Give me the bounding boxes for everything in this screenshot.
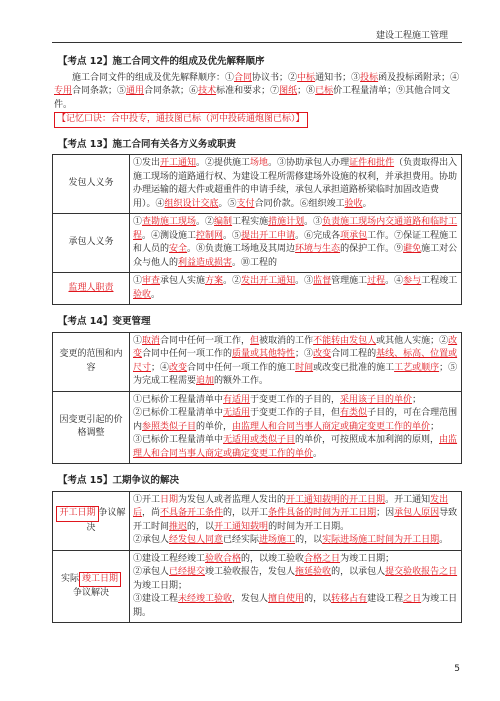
row-label: 开工日期 争议解决: [53, 491, 130, 550]
row-content: ①取消合同中任何一项工作，但被取消的工作不能转由发包人或其他人实施；②改变合同中任何一项工作的质量或其他特性；③改变合同工程的基线、标高、位置或尺寸；④改变合同中任何一项工作的施工时间或改变已批准的施工工艺或顺序；⑤为完成工程需要追加的额外工作。: [130, 332, 462, 391]
row-content: ①建设工程经竣工验收合格的，以竣工验收合格之日为竣工日期； ②承包人已经提交竣工验收报告，发包人拖延验收的，以承包人提交验收报告之日为竣工日期； ③建设工程未经竣工验收，发包人擅自使用的，以转移占有建设工程之日为竣工日期。: [130, 550, 462, 623]
row-content: ①审查承包人实施方案。②发出开工通知。③监督管理施工过程。④参与工程竣工验收。: [130, 273, 462, 305]
section-12-title: 【考点 12】施工合同文件的组成及优先解释顺序: [58, 56, 265, 67]
row-content: ①查勘施工现场。②编制工程实施措施计划。③负责施工现场内交通道路和临时工程。④测设施工控制网。⑤提出开工申请。⑥完成各项承包工作。⑦保证工程施工和人员的安全。⑧负责施工场地及其周边环境与生态的保护工作。⑨避免施工对公众与他人的利益造成损害。⑩工程的: [130, 214, 462, 273]
running-header: 建设工程施工管理: [375, 31, 448, 41]
section-14-table: [52, 332, 462, 465]
table-row: [53, 391, 462, 464]
table-row: [53, 550, 462, 623]
row-label: 因变更引起的价格调整: [53, 391, 130, 464]
section-15-title: 【考点 15】工期争议的解决: [58, 475, 180, 486]
row-content: ①已标价工程量清单中有适用于变更工作的子目的，采用该子目的单价； ②已标价工程量清单中无适用于变更工作的子目，但有类似子目的，可在合理范围内参照类似子目的单价，由监理人和合同当事人商定或确定变更工作的单价； ③已标价工程量清单中无适用或类似子目的单价，可按照成本加利润的原则，由监理人和合同当事人商定或确定变更工作的单价。: [130, 391, 462, 464]
row-content: ①发出开工通知。②提供施工场地。③协助承包人办理证件和批件（负责取得出入施工现场的道路通行权、为建设工程所需修建场外设施的权利，并承担费用。协助办理运输的超大件或超重件的申请手续，承包人承担道路桥梁临时加固改造费用）。④组织设计交底。⑤支付合同价款。⑥组织竣工验收。: [130, 155, 462, 214]
page-content: [52, 48, 462, 623]
row-label: 发包人义务: [53, 155, 130, 214]
table-row: [53, 273, 462, 305]
page-number: 5: [454, 664, 460, 674]
section-15-table: [52, 491, 462, 624]
row-label: 监理人职责: [53, 273, 130, 305]
header-rule: [52, 42, 462, 43]
row-label: 变更的范围和内容: [53, 332, 130, 391]
row-content: ①开工日期为发包人或者监理人发出的开工通知载明的开工日期。开工通知发出后，尚不具备开工条件的，以开工条件具备的时间为开工日期；因承包人原因导致开工时间推迟的，以开工通知载明的时间为开工日期。 ②承包人经发包人同意已经实际进场施工的，以实际进场施工时间为开工日期。: [130, 491, 462, 550]
table-row: [53, 155, 462, 214]
section-13-title: 【考点 13】施工合同有关各方义务或职责: [58, 138, 237, 150]
row-label: 承包人义务: [53, 214, 130, 273]
section-12-mnemonic: 【记忆口诀：合中投专，通技图已标（河中投砖通炮图已标）】: [54, 112, 462, 128]
table-row: [53, 214, 462, 273]
row-label: 实际 竣工日期 争议解决: [53, 550, 130, 623]
section-13-table: [52, 154, 462, 305]
table-row: [53, 332, 462, 391]
table-row: [53, 491, 462, 550]
section-14-title: 【考点 14】变更管理: [58, 316, 151, 327]
section-12-body: 施工合同文件的组成及优先解释顺序：①合同协议书；②中标通知书；③投标函及投标函附录；④专用合同条款；⑤通用合同条款；⑥技术标准和要求；⑦图纸；⑧已标价工程量清单；⑨其他合同文件。: [54, 72, 460, 110]
